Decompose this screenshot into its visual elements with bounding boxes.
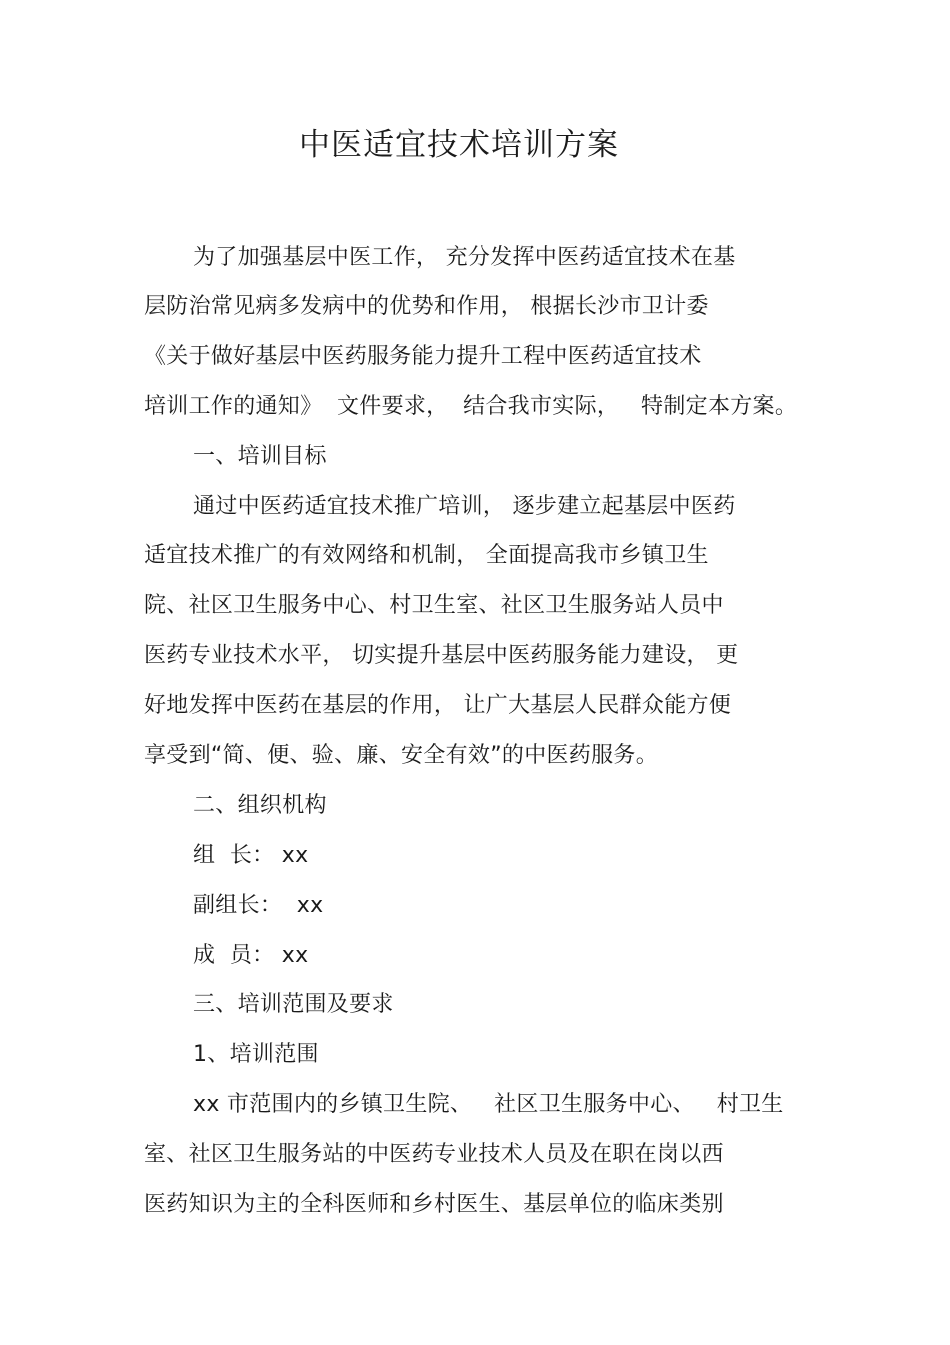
subsection-heading: 1、培训范围 <box>193 1042 319 1067</box>
paragraph-line: 享受到“简、便、验、廉、安全有效”的中医药服务。 <box>144 743 658 768</box>
paragraph-line: 医药知识为主的全科医师和乡村医生、基层单位的临床类别 <box>144 1192 724 1217</box>
section-heading: 三、培训范围及要求 <box>193 992 394 1017</box>
section-heading: 一、培训目标 <box>193 444 327 469</box>
org-deputy-line: 副组长： xx <box>193 893 324 918</box>
paragraph-line: 《关于做好基层中医药服务能力提升工程中医药适宜技术 <box>144 344 702 369</box>
paragraph-line: 适宜技术推广的有效网络和机制， 全面提高我市乡镇卫生 <box>144 543 709 568</box>
paragraph-line: 好地发挥中医药在基层的作用， 让广大基层人民群众能方便 <box>144 693 732 718</box>
org-member-line: 成 员： xx <box>193 943 309 968</box>
document-title: 中医适宜技术培训方案 <box>299 127 619 163</box>
paragraph-line: 室、社区卫生服务站的中医药专业技术人员及在职在岗以西 <box>144 1142 724 1167</box>
paragraph-line: 通过中医药适宜技术推广培训， 逐步建立起基层中医药 <box>193 494 736 519</box>
paragraph-line: 为了加强基层中医工作， 充分发挥中医药适宜技术在基 <box>193 245 736 270</box>
org-leader-line: 组 长： xx <box>193 843 309 868</box>
section-heading: 二、组织机构 <box>193 793 327 818</box>
paragraph-line: 层防治常见病多发病中的优势和作用， 根据长沙市卫计委 <box>144 294 709 319</box>
paragraph-line: 培训工作的通知》 文件要求， 结合我市实际， 特制定本方案。 <box>144 394 798 419</box>
paragraph-line: 医药专业技术水平， 切实提升基层中医药服务能力建设， 更 <box>144 643 739 668</box>
paragraph-line: xx 市范围内的乡镇卫生院、 社区卫生服务中心、 村卫生 <box>193 1092 784 1117</box>
paragraph-line: 院、社区卫生服务中心、村卫生室、社区卫生服务站人员中 <box>144 593 724 618</box>
